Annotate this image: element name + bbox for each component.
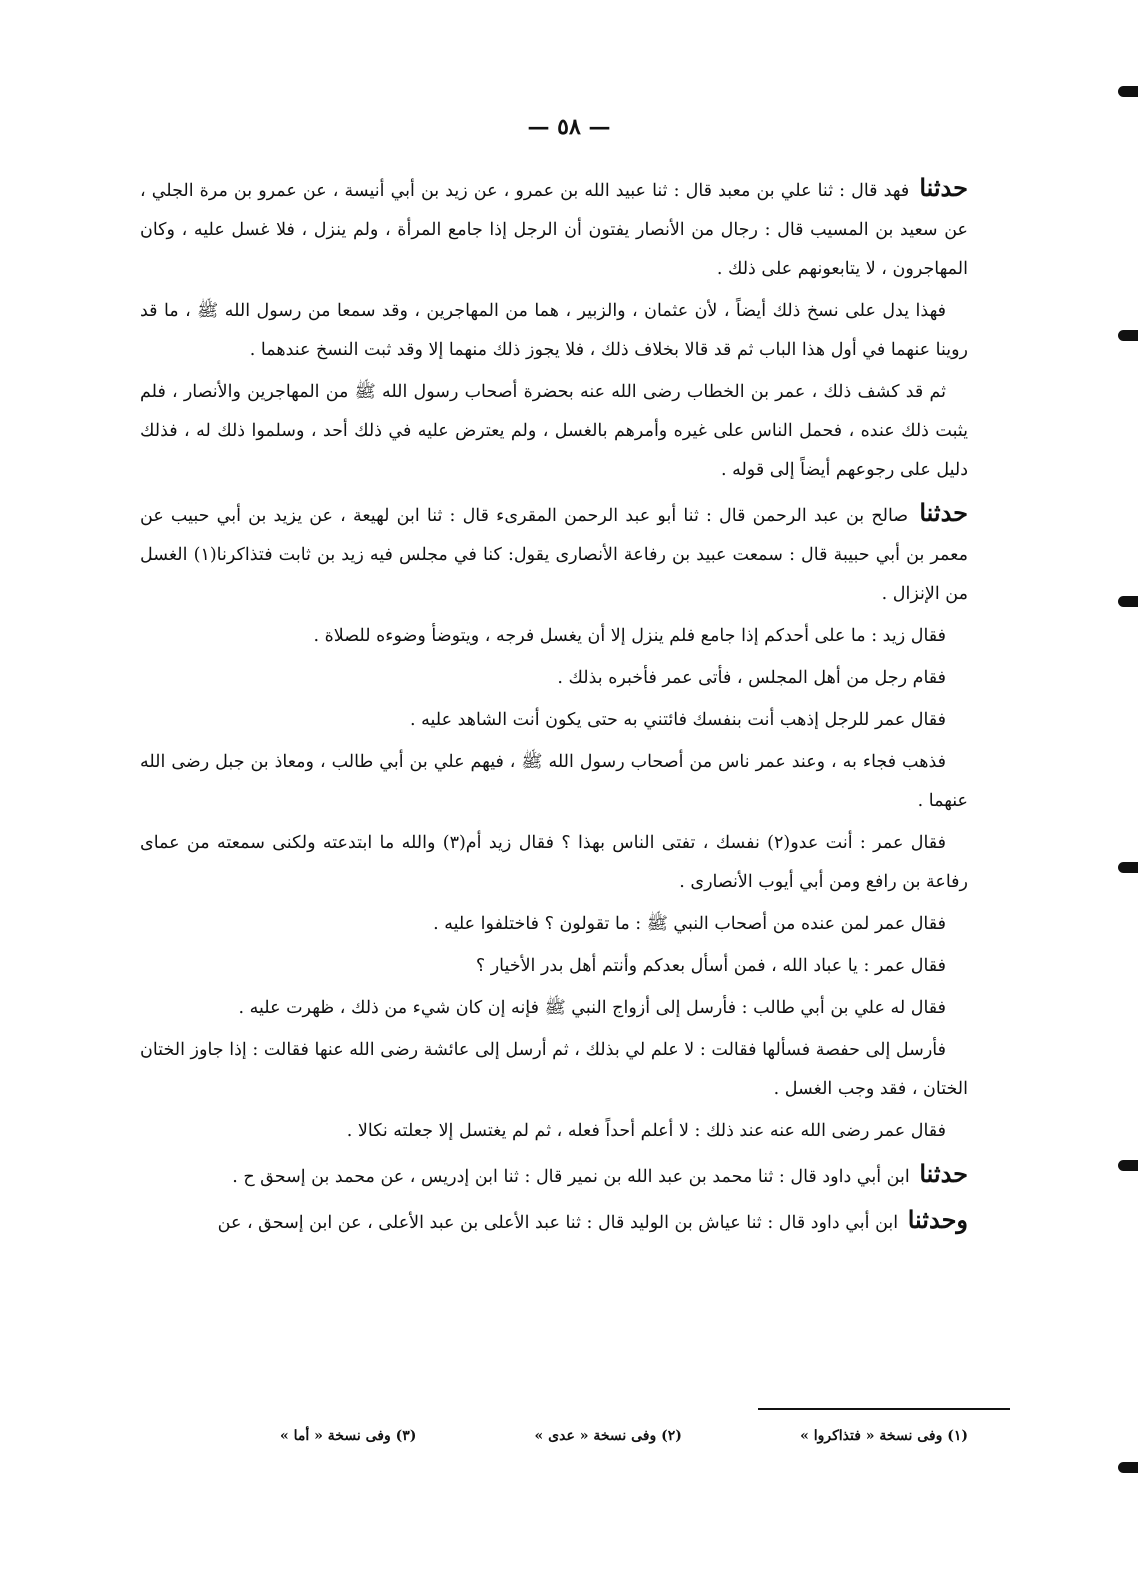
- paragraph-text: فقال زيد : ما على أحدكم إذا جامع فلم ينزل إلا أن يغسل فرجه ، ويتوضأ وضوءه للصلاة .: [313, 626, 946, 646]
- paragraph-text: فقال عمر للرجل إذهب أنت بنفسك فائتني به حتى يكون أنت الشاهد عليه .: [409, 710, 946, 730]
- footnote: (١) وفى نسخة « فتذاكروا »: [800, 1428, 968, 1444]
- paragraph: [140, 701, 968, 740]
- main-text: [140, 168, 968, 1246]
- page-number: — ٥٨ —: [527, 114, 611, 140]
- paragraph-text: ابن أبي داود قال : ثنا محمد بن عبد الله بن نمير قال : ثنا ابن إدريس ، عن محمد بن إسحق ح .: [232, 1167, 910, 1187]
- paragraph: [140, 1154, 968, 1197]
- paragraph: [140, 617, 968, 656]
- paragraph: [140, 1031, 968, 1109]
- paragraph-opener: حدثنا: [919, 498, 968, 527]
- paragraph-text: فقام رجل من أهل المجلس ، فأتى عمر فأخبره بذلك .: [557, 668, 946, 688]
- scan-edge-mark: [1118, 1462, 1138, 1473]
- paragraph: [140, 743, 968, 821]
- paragraph-text: ابن أبي داود قال : ثنا عياش بن الوليد قال : ثنا عبد الأعلى بن عبد الأعلى ، عن ابن إسحق ، عن: [217, 1213, 899, 1233]
- paragraph-text: صالح بن عبد الرحمن قال : ثنا أبو عبد الرحمن المقرىء قال : ثنا ابن لهيعة ، عن يزيد بن أبي حبيب عن معمر بن أبي حبيبة قال : سمعت عبيد بن رفاعة الأنصارى يقول: كنا في مجلس فيه زيد بن ثابت فتذاكرنا(١) الغسل من الإنزال .: [140, 506, 968, 604]
- paragraph-text: فقال عمر لمن عنده من أصحاب النبي ﷺ : ما تقولون ؟ فاختلفوا عليه .: [433, 914, 946, 934]
- paragraph: [140, 292, 968, 370]
- scan-edge-mark: [1118, 596, 1138, 607]
- paragraph-text: فقال عمر رضى الله عنه عند ذلك : لا أعلم أحداً فعله ، ثم لم يغتسل إلا جعلته نكالا .: [346, 1121, 946, 1141]
- paragraph: [140, 659, 968, 698]
- paragraph-text: فهذا يدل على نسخ ذلك أيضاً ، لأن عثمان ، والزبير ، هما من المهاجرين ، وقد سمعا من رسول الله ﷺ ، ما قد روينا عنهما في أول هذا الباب ثم قد قالا بخلاف ذلك ، فلا يجوز ذلك منهما إلا وقد ثبت النسخ عندهما .: [140, 301, 968, 360]
- paragraph: [140, 905, 968, 944]
- paragraph-opener: حدثنا: [919, 1159, 968, 1188]
- scan-edge-mark: [1118, 330, 1138, 341]
- footnote: (٣) وفى نسخة « أما »: [280, 1428, 417, 1444]
- scan-edge-mark: [1118, 86, 1138, 97]
- paragraph-text: فقال عمر : أنت عدو(٢) نفسك ، تفتى الناس بهذا ؟ فقال زيد أم(٣) والله ما ابتدعته ولكنى سمعته من عماى رفاعة بن رافع ومن أبي أيوب الأنصارى .: [140, 833, 968, 892]
- paragraph-text: فقال عمر : يا عباد الله ، فمن أسأل بعدكم وأنتم أهل بدر الأخيار ؟: [475, 956, 946, 976]
- paragraph: [140, 168, 968, 289]
- paragraph: [140, 493, 968, 614]
- paragraph: [140, 824, 968, 902]
- paragraph-text: ثم قد كشف ذلك ، عمر بن الخطاب رضى الله عنه بحضرة أصحاب رسول الله ﷺ من المهاجرين والأنصار ، فلم يثبت ذلك عنده ، فحمل الناس على غيره وأمرهم بالغسل ، ولم يعترض عليه في ذلك أحد ، وسلموا ذلك له ، فذلك دليل على رجوعهم أيضاً إلى قوله .: [140, 382, 968, 480]
- paragraph: [140, 989, 968, 1028]
- paragraph-opener: حدثنا: [919, 173, 968, 202]
- scan-edge-mark: [1118, 1160, 1138, 1171]
- paragraph: [140, 373, 968, 490]
- footnotes: [280, 1428, 968, 1444]
- paragraph-opener: وحدثنا: [907, 1205, 968, 1234]
- footnote: (٢) وفى نسخة « عدى »: [534, 1428, 682, 1444]
- paragraph-text: فذهب فجاء به ، وعند عمر ناس من أصحاب رسول الله ﷺ ، فيهم علي بن أبي طالب ، ومعاذ بن جبل رضى الله عنهما .: [140, 752, 968, 811]
- paragraph: [140, 1200, 968, 1243]
- scan-edge-mark: [1118, 862, 1138, 873]
- paragraph-text: فقال له علي بن أبي طالب : فأرسل إلى أزواج النبي ﷺ فإنه إن كان شيء من ذلك ، ظهرت عليه .: [238, 998, 946, 1018]
- paragraph-text: فهد قال : ثنا علي بن معبد قال : ثنا عبيد الله بن عمرو ، عن زيد بن أبي أنيسة ، عن عمرو بن مرة الجلي ، عن سعيد بن المسيب قال : رجال من الأنصار يفتون أن الرجل إذا جامع المرأة ، ولم ينزل ، فلا غسل عليه ، وكان المهاجرون ، لا يتابعونهم على ذلك .: [140, 181, 968, 279]
- paragraph-text: فأرسل إلى حفصة فسألها فقالت : لا علم لي بذلك ، ثم أرسل إلى عائشة رضى الله عنها فقالت : إذا جاوز الختان الختان ، فقد وجب الغسل .: [140, 1040, 968, 1099]
- paragraph: [140, 947, 968, 986]
- footnote-divider: [758, 1408, 1010, 1410]
- paragraph: [140, 1112, 968, 1151]
